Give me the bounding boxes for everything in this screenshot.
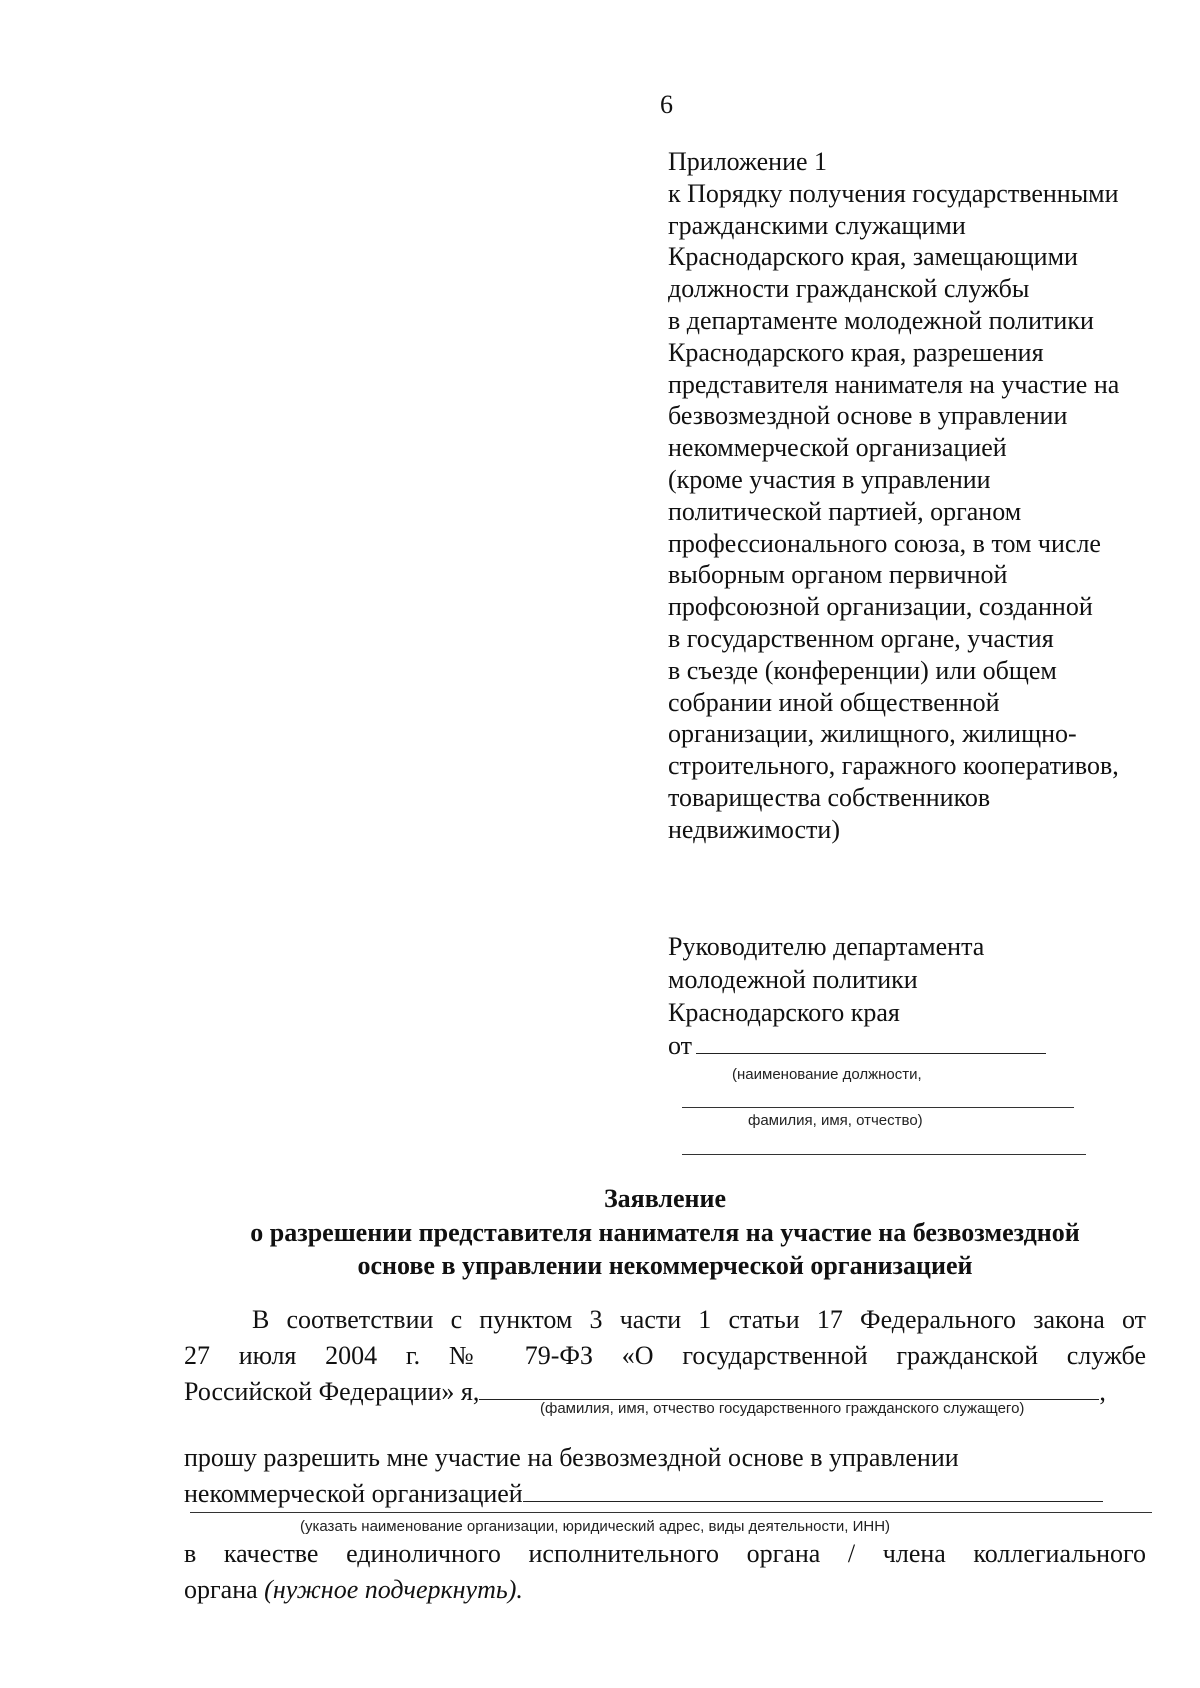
title-heading: Заявление xyxy=(603,1184,727,1213)
organization-details-line[interactable] xyxy=(190,1512,1152,1513)
sender-name-line[interactable] xyxy=(682,1154,1086,1155)
addressee-line: молодежной политики xyxy=(668,965,918,994)
from-row xyxy=(668,1029,1148,1062)
appendix-line: профессионального союза, в том числе xyxy=(668,528,1101,558)
sender-position-line[interactable] xyxy=(682,1107,1074,1108)
body-text-start: органа xyxy=(184,1575,258,1604)
appendix-line: профсоюзной организации, созданной xyxy=(668,592,1093,622)
from-position-field[interactable] xyxy=(696,1033,1046,1054)
addressee-line: Краснодарского края xyxy=(668,998,900,1027)
fio-caption: фамилия, имя, отчество) xyxy=(748,1112,923,1129)
appendix-line: (кроме участия в управлении xyxy=(668,464,991,494)
appendix-line: Краснодарского края, замещающими xyxy=(668,242,1078,272)
appendix-line: строительного, гаражного кооперативов, xyxy=(668,751,1119,781)
addressee-line: Руководителю департамента xyxy=(668,932,985,961)
appendix-line: безвозмездной основе в управлении xyxy=(668,401,1068,431)
appendix-line: собрании иной общественной xyxy=(668,687,1000,717)
from-label: от xyxy=(668,1031,693,1060)
body-text-start: некоммерческой организацией xyxy=(184,1479,523,1508)
page-number: 6 xyxy=(660,90,673,119)
organization-caption: (указать наименование организации, юридический адрес, виды деятельности, ИНН) xyxy=(300,1518,891,1535)
appendix-reference xyxy=(668,146,1168,846)
appendix-line: должности гражданской службы xyxy=(668,274,1030,304)
body-text-end: , xyxy=(1099,1377,1106,1406)
appendix-line: в департаменте молодежной политики xyxy=(668,305,1094,335)
appendix-line: к Порядку получения государственными xyxy=(668,178,1119,208)
appendix-line: гражданскими служащими xyxy=(668,210,966,240)
appendix-line: в съезде (конференции) или общем xyxy=(668,655,1057,685)
employee-name-field[interactable] xyxy=(479,1377,1099,1400)
position-caption: (наименование должности, xyxy=(732,1066,922,1083)
body-text-start: Российской Федерации» я, xyxy=(184,1377,480,1406)
appendix-line: политической партией, органом xyxy=(668,496,1022,526)
appendix-line: Краснодарского края, разрешения xyxy=(668,337,1044,367)
body-note-italic: (нужное подчеркнуть). xyxy=(264,1575,523,1604)
appendix-line: недвижимости) xyxy=(668,814,840,844)
employee-name-caption: (фамилия, имя, отчество государственного гражданского служащего) xyxy=(540,1400,1025,1417)
appendix-line: представителя нанимателя на участие на xyxy=(668,369,1120,399)
appendix-line: некоммерческой организацией xyxy=(668,433,1007,463)
addressee-block xyxy=(668,930,1148,1062)
body-line: 27 июля 2004 г. № 79-ФЗ «О государственной гражданской службе xyxy=(184,1341,1146,1370)
title-line: о разрешении представителя нанимателя на участие на безвозмездной xyxy=(250,1217,1080,1247)
organization-field[interactable] xyxy=(523,1479,1103,1502)
appendix-line: организации, жилищного, жилищно- xyxy=(668,719,1077,749)
body-line-with-field xyxy=(184,1476,1146,1512)
body-line: прошу разрешить мне участие на безвозмездной основе в управлении xyxy=(184,1443,959,1472)
appendix-line: в государственном органе, участия xyxy=(668,623,1054,653)
body-line-mixed xyxy=(184,1572,1146,1608)
appendix-line: товарищества собственников xyxy=(668,782,991,812)
body-line: В соответствии с пунктом 3 части 1 статьи 17 Федерального закона от xyxy=(252,1305,1146,1334)
application-body-end xyxy=(184,1536,1146,1608)
appendix-line: выборным органом первичной xyxy=(668,560,1008,590)
title-line: основе в управлении некоммерческой организацией xyxy=(357,1251,973,1280)
body-line: в качестве единоличного исполнительного органа / члена коллегиального xyxy=(184,1539,1146,1568)
appendix-line: Приложение 1 xyxy=(668,147,828,176)
document-title xyxy=(170,1182,1160,1283)
